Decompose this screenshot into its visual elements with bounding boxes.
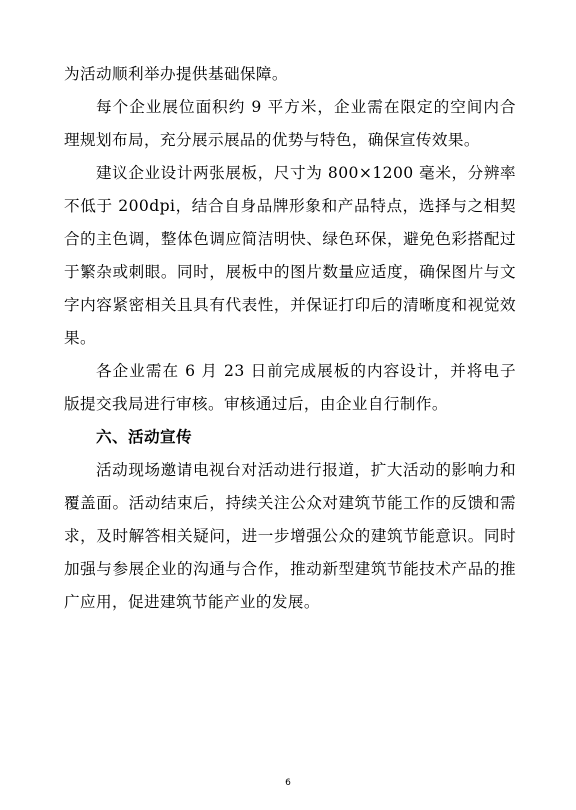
section-heading: 六、活动宣传 bbox=[96, 428, 192, 446]
page-number: 6 bbox=[285, 778, 291, 788]
paragraph-booth-area: 每个企业展位面积约 9 平方米，企业需在限定的空间内合理规划布局，充分展示展品的优势与特色，确保宣传效果。 bbox=[64, 98, 516, 149]
paragraph-publicity: 活动现场邀请电视台对活动进行报道，扩大活动的影响力和覆盖面。活动结束后，持续关注公众对建筑节能工作的反馈和需求，及时解答相关疑问，进一步增强公众的建筑节能意识。同时加强与参展企业的沟通与合作，推动新型建筑节能技术产品的推广应用，促进建筑节能产业的发展。 bbox=[64, 461, 516, 611]
paragraph-deadline: 各企业需在 6 月 23 日前完成展板的内容设计，并将电子版提交我局进行审核。审核通过后，由企业自行制作。 bbox=[64, 362, 516, 413]
paragraph-continuation: 为活动顺利举办提供基础保障。 bbox=[64, 65, 288, 83]
page-body bbox=[64, 58, 516, 619]
paragraph-board-design: 建议企业设计两张展板，尺寸为 800×1200 毫米，分辨率不低于 200dpi，结合自身品牌形象和产品特点，选择与之相契合的主色调，整体色调应简洁明快、绿色环保，避免色彩搭配过于繁杂或刺眼。同时，展板中的图片数量应适度，确保图片与文字内容紧密相关且具有代表性，并保证打印后的清晰度和视觉效果。 bbox=[64, 164, 516, 347]
